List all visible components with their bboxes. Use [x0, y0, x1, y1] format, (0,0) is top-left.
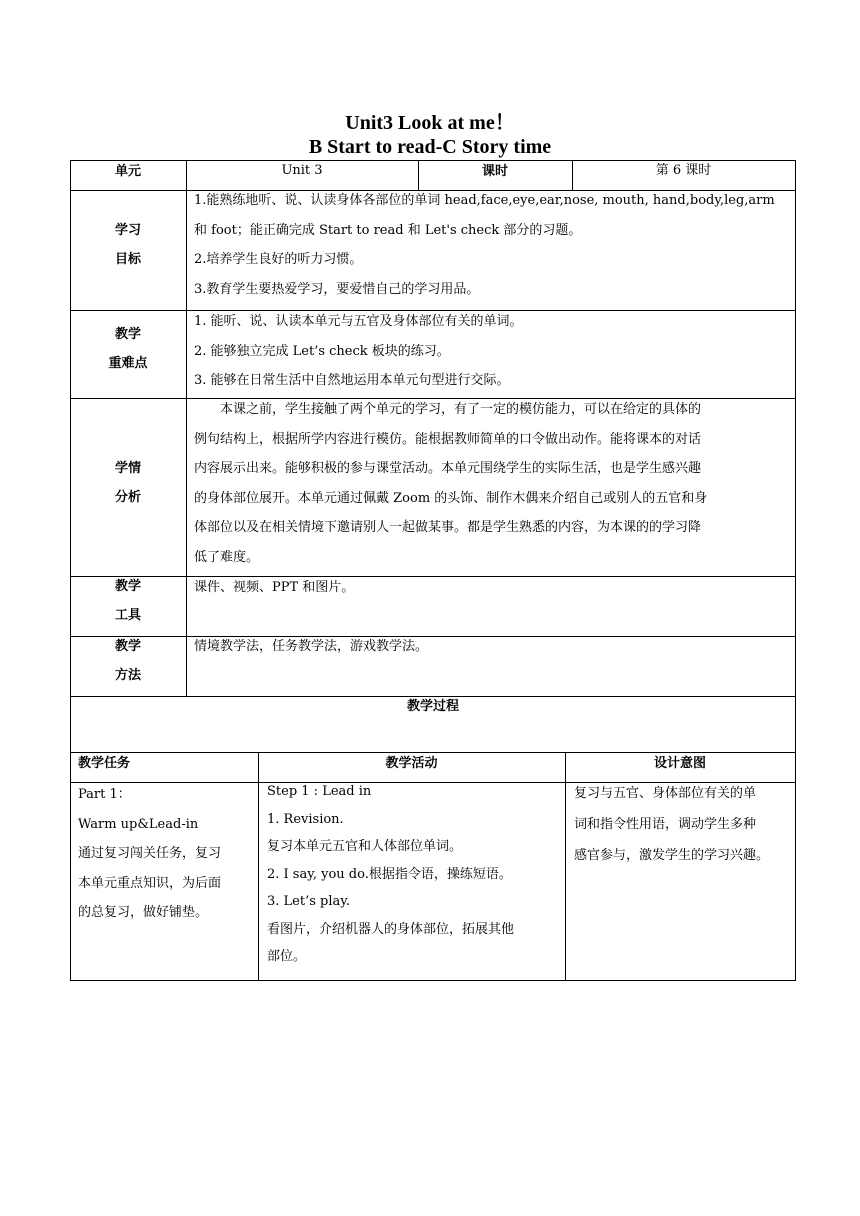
analysis-line: 例句结构上，根据所学内容进行模仿。能根据教师简单的口令做出动作。能将课本的对话 — [194, 431, 702, 447]
intent-line: 词和指令性用语，调动学生多种 — [574, 817, 757, 832]
task-content — [78, 780, 256, 928]
analysis-label-line1: 学情 — [114, 461, 141, 476]
intent-line: 感官参与，激发学生的学习兴趣。 — [574, 848, 770, 863]
activity-content — [267, 778, 563, 971]
task-line: 通过复习闯关任务，复习 — [78, 846, 222, 861]
activity-line: 看图片，介绍机器人的身体部位，拓展其他 — [267, 921, 515, 937]
analysis-content — [194, 395, 790, 572]
objective-line: 1.能熟练地听、说、认读身体各部位的单词 head,face,eye,ear,nose, mouth, hand,body,leg,arm — [194, 193, 775, 208]
intent-line: 复习与五官、身体部位有关的单 — [574, 786, 757, 801]
tools-label-line2: 工具 — [114, 608, 141, 623]
col-divider — [565, 752, 566, 981]
task-line: Warm up&Lead-in — [78, 816, 199, 832]
key-points-label — [70, 320, 186, 378]
task-line: Part 1： — [78, 787, 131, 802]
analysis-line: 本课之前，学生接触了两个单元的学习，有了一定的模仿能力，可以在给定的具体的 — [220, 402, 702, 417]
col-header-activity: 教学活动 — [385, 756, 438, 771]
table-border-left — [70, 160, 71, 981]
key-point-line: 2. 能够独立完成 Let’s check 板块的练习。 — [194, 343, 450, 359]
methods-label-line2: 方法 — [114, 668, 141, 683]
analysis-label — [70, 454, 186, 512]
intent-content — [574, 778, 794, 871]
objectives-label-line1: 学习 — [114, 223, 141, 238]
methods-label-line1: 教学 — [114, 639, 141, 654]
page-subtitle: B Start to read-C Story time — [308, 136, 552, 158]
analysis-line: 体部位以及在相关情境下邀请别人一起做某事。都是学生熟悉的内容，为本课的的学习降 — [194, 520, 702, 535]
activity-line: 3. Let’s play. — [267, 894, 351, 909]
objective-line: 3.教育学生要热爱学习，要爱惜自己的学习用品。 — [194, 281, 480, 297]
task-line: 的总复习，做好铺垫。 — [78, 905, 209, 920]
methods-content: 情境教学法，任务教学法，游戏教学法。 — [194, 639, 429, 654]
objectives-content — [194, 186, 790, 304]
objectives-label — [70, 216, 186, 274]
methods-label — [70, 632, 186, 690]
col-divider — [186, 160, 187, 697]
col-header-intent: 设计意图 — [653, 756, 706, 771]
analysis-label-line2: 分析 — [114, 490, 141, 505]
objective-line: 和 foot；能正确完成 Start to read 和 Let's check 部分的习题。 — [194, 222, 582, 238]
key-points-label-line2: 重难点 — [108, 356, 148, 371]
activity-line: 部位。 — [267, 949, 307, 964]
tools-label-line1: 教学 — [114, 579, 141, 594]
analysis-line: 内容展示出来。能够积极的参与课堂活动。本单元围绕学生的实际生活，也是学生感兴趣 — [194, 461, 702, 476]
objectives-label-line2: 目标 — [114, 252, 141, 267]
tools-content: 课件、视频、PPT 和图片。 — [194, 580, 355, 595]
activity-line: Step 1 : Lead in — [267, 784, 372, 799]
table-border-right — [795, 160, 796, 981]
key-points-content — [194, 307, 790, 396]
task-line: 本单元重点知识，为后面 — [78, 875, 222, 891]
key-point-line: 3. 能够在日常生活中自然地运用本单元句型进行交际。 — [194, 373, 510, 388]
unit-value: Unit 3 — [281, 163, 323, 178]
activity-line: 1. Revision. — [267, 811, 344, 827]
analysis-line: 的身体部位展开。本单元通过佩戴 Zoom 的头饰、制作木偶来介绍自己或别人的五官和身 — [194, 490, 708, 506]
objective-line: 2.培养学生良好的听力习惯。 — [194, 252, 363, 267]
analysis-line: 低了难度。 — [194, 549, 260, 565]
activity-line: 2. I say, you do.根据指令语，操练短语。 — [267, 866, 512, 882]
lesson-value: 第 6 课时 — [655, 163, 712, 178]
col-header-task: 教学任务 — [78, 756, 131, 771]
activity-line: 复习本单元五官和人体部位单词。 — [267, 839, 463, 854]
tools-label — [70, 572, 186, 630]
unit-label: 单元 — [114, 164, 141, 179]
process-heading: 教学过程 — [406, 699, 459, 714]
lesson-label: 课时 — [481, 164, 508, 179]
page-title: Unit3 Look at me！ — [345, 112, 515, 134]
col-divider — [258, 752, 259, 981]
key-point-line: 1. 能听、说、认读本单元与五官及身体部位有关的单词。 — [194, 314, 523, 329]
table-border-bottom — [70, 980, 796, 981]
key-points-label-line1: 教学 — [114, 327, 141, 342]
